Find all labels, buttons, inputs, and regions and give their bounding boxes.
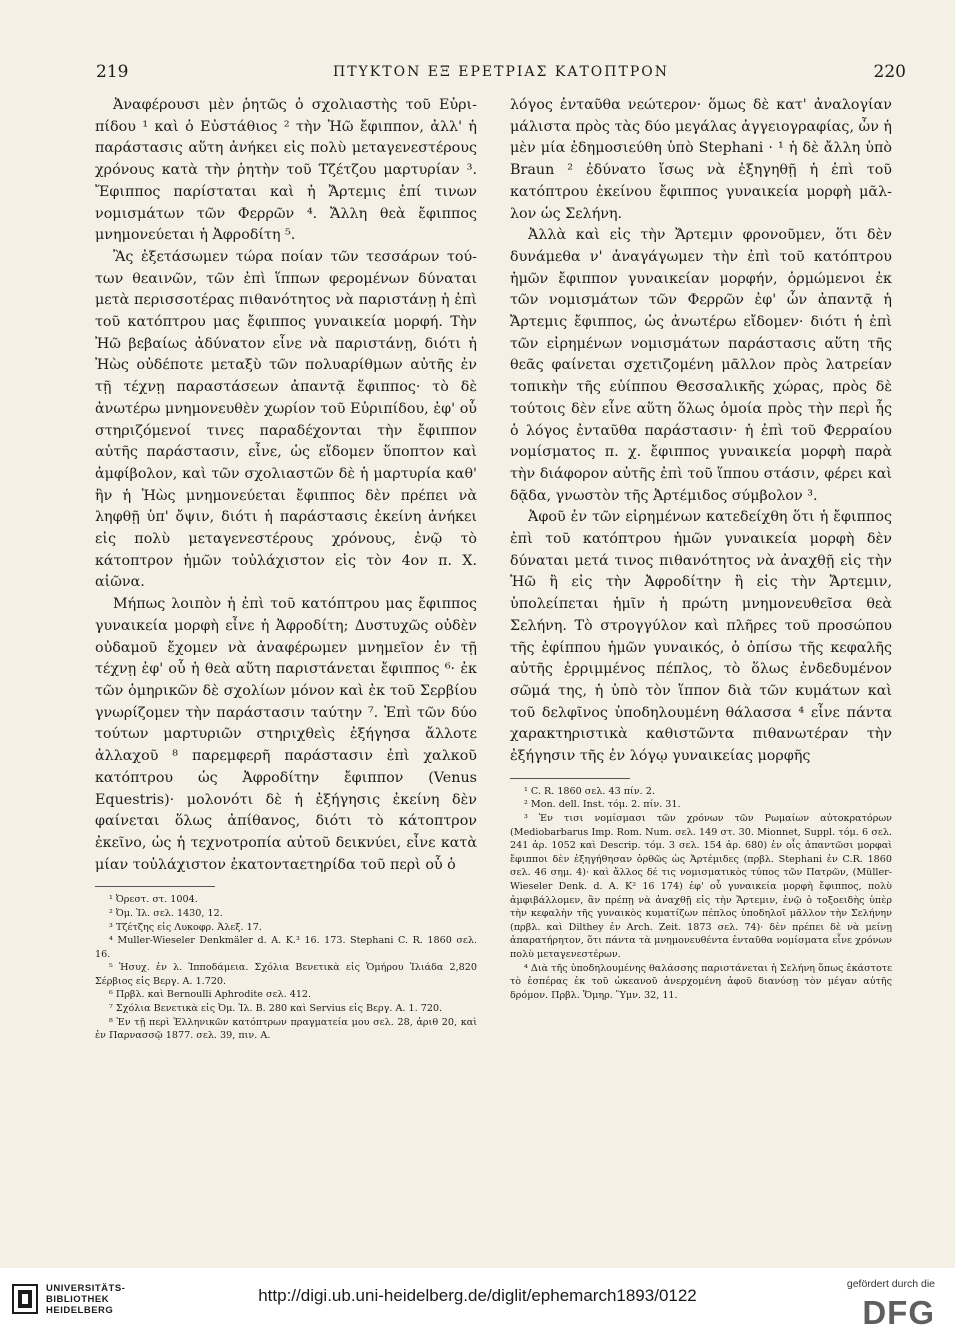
footnote: ⁵ Ἡσυχ. ἐν λ. Ἱπποδάμεια. Σχόλια Βενετικὰ εἰς Ὁμήρου Ἰλιάδα 2,820 Σέρβιος εἰς Βεργ. A. 1.720. — [95, 962, 477, 987]
permalink-url[interactable]: http://digi.ub.uni-heidelberg.de/diglit/ephemarch1893/0122 — [258, 1286, 697, 1305]
footnote: ⁴ Muller-Wieseler Denkmäler d. A. K.³ 16. 173. Stephani C. R. 1860 σελ. 16. — [95, 935, 477, 960]
page-number-left: 219 — [96, 62, 129, 82]
footnote-rule — [95, 886, 215, 887]
footnotes — [95, 893, 477, 1043]
footnote: ² Ὀμ. Ἰλ. σελ. 1430, 12. — [109, 907, 223, 919]
footnote-rule — [510, 778, 630, 779]
footnote: ⁸ Ἐν τῇ περὶ Ἑλληνικῶν κατόπτρων πραγματεία μου σελ. 28, ἀριθ 20, καὶ ἐν Παρνασσῷ 1877. σελ. 39, πιν. A. — [95, 1016, 477, 1042]
footnote: ³ Τζέτζης εἰς Λυκοφρ. Ἀλεξ. 17. — [109, 921, 262, 933]
running-header — [96, 62, 906, 86]
paragraph: Ἂς ἐξετάσωμεν τώρα ποίαν τῶν τεσσάρων τούτων θεαινῶν, τῶν ἐπὶ ἵππων φερομένων δύναται μετὰ περισσοτέρας πιθανότητος νὰ παριστάνῃ ἡ ἐπὶ τοῦ κατόπτρου μας ἔφιππος γυναικεία μορφή. Τὴν Ἠῶ βεβαίως ἀδύνατον εἶνε νὰ παριστάνῃ, διότι ἡ Ἠὼς οὐδέποτε μεταξὺ τῶν πολυαρίθμων αὐτῆς ἐν τῇ τέχνῃ παραστάσεων ἀπαντᾷ ἔφιππος· τὸ δὲ ἀνωτέρω μνημονευθὲν χωρίον τοῦ Εὐριπίδου, ἐφ' οὗ στηριζόμενοί τινες παραδέχονται τὴν ἔφιππον αὐτῆς παράστασιν, εἶνε, ὡς εἴδομεν ὕποπτον καὶ ἀμφίβολον, καὶ τῶν σχολιαστῶν δὲ ἡ μαρτυρία καθ' ἣν ἡ Ἠὼς μνημονεύεται ἔφιππος δὲν πρέπει νὰ ληφθῇ ὑπ' ὄψιν, διότι ἡ παράστασις ἐκείνη ἀνήκει εἰς πολὺ μεταγενεστέρους χρόνους, ἐνῷ τὸ κάτοπτρον ἡμῶν τοὐλάχιστον εἰς τὸν 4ον π. Χ. αἰῶνα. — [95, 248, 477, 591]
footnote: ⁴ Διὰ τῆς ὑποδηλουμένης θαλάσσης παριστάνεται ἡ Σελήνη ὅπως ἑκάστοτε τὸ ἑσπέρας ἐκ τοῦ ὠκεανοῦ ἀνερχομένη ἀφοῦ διανύσῃ τὸν μέγαν αὐτῆς δρόμον. Πρβλ. Ὅμηρ. Ὕμν. 32, 11. — [510, 962, 892, 1001]
running-title: ΠΤΥΚΤΟΝ ΕΞ ΕΡΕΤΡΙΑΣ ΚΑΤΟΠΤΡΟΝ — [333, 64, 669, 80]
right-column — [510, 95, 892, 1002]
page-number-right: 220 — [873, 62, 906, 82]
footnotes — [510, 785, 892, 1003]
footnote: ⁷ Σχόλια Βενετικὰ εἰς Ὀμ. Ἰλ. B. 280 καὶ Servius εἰς Βεργ. A. 1. 720. — [109, 1003, 443, 1015]
paragraph: Μήπως λοιπὸν ἡ ἐπὶ τοῦ κατόπτρου μας ἔφιππος γυναικεία μορφὴ εἶνε ἡ Ἀφροδίτη; Δυστυχῶς οὐδὲν οὐδαμοῦ ἔχομεν νὰ ἀναφέρωμεν μνημεῖον ἐν τῇ τέχνῃ ἐφ' οὗ ἡ θεὰ αὕτη παριστάνεται ἔφιππος ⁶· ἐκ τῶν ὁμηρικῶν δὲ σχολίων μόνον καὶ ἐκ τοῦ Σερβίου γνωρίζομεν τὴν παράστασιν ταύτην ⁷. Ἐπὶ τῶν δύο τούτων μαρτυριῶν στηριχθεὶς ἐξήγησα ἄλλοτε ἀλλαχοῦ ⁸ παρεμφερῆ παράστασιν ἐπὶ χαλκοῦ κατόπτρου ὡς Ἀφροδίτην ἔφιππον (Venus Equestris)· μολονότι δὲ ἡ ἐξήγησις ἐκείνη δὲν φαίνεται ὅλως ἀπίθανος, διότι τὸ κάτοπτρον ἐκεῖνο, ὡς ἡ τεχνοτροπία αὐτοῦ δεικνύει, εἶνε κατὰ μίαν τοὐλάχιστον ἑκατονταετηρίδα τοῦ περὶ οὗ ὁ — [95, 596, 477, 873]
paragraph: λόγος ἐνταῦθα νεώτερον· ὅμως δὲ κατ' ἀναλογίαν μάλιστα πρὸς τὰς δύο μεγάλας ἀγγειογραφίας, ὧν ἡ μὲν μία ἐδημοσιεύθη ὑπὸ Stephani · ¹ ἡ δὲ ἄλλη ὑπὸ Braun ² ἐδύνατο ἴσως νὰ ἐξηγηθῇ ἡ ἐπὶ τοῦ κατόπτρου ἐκείνου ἔφιππος γυναικεία μορφὴ μᾶλλον ὡς Σελήνη. — [510, 97, 892, 222]
footnote: ⁶ Πρβλ. καὶ Bernoulli Aphrodite σελ. 412. — [109, 989, 312, 1001]
footnote: ³ Ἐν τισι νομίσμασι τῶν χρόνων τῶν Ρωμαίων αὐτοκρατόρων (Mediobarbarus Imp. Rom. Num. σελ. 149 στ. 30. Mionnet, Suppl. τόμ. 6 σελ. 241 ἀρ. 1052 καὶ Descrip. τόμ. 3 σελ. 154 ἀρ. 680) ἐν οἷς ἀπαντῶσι μορφαὶ ἔφιπποι δὲν ἐξηγήθησαν ὀρθῶς ὡς Ἀρτέμιδες (πρβλ. Stephani ἐν C.R. 1860 σελ. 46 σημ. 4)· καὶ ἄλλος δέ τις νομισματικὸς τύπος τῶν Πατρῶν, (Müller-Wieseler Denk. d. A. K² 16 174) ἐφ' οὗ γυναικεία μορφὴ ἔφιππος, πολὺ ἀμφιβάλλομεν, ἂν πρέπῃ νὰ ἀναχθῇ εἰς τὴν Ἄρτεμιν, ἐνῷ ὁ τοξοειδὴς ὑπὲρ τὴν κεφαλὴν τῆς γυναικὸς κυματίζων πέπλος ὑποδηλοῖ μᾶλλον τὴν Σελήνην (πρβλ. καὶ Dilthey ἐν Arch. Zeit. 1873 σελ. 74)· δὲν πρέπει δὲ νὰ μείνῃ ἀπαρατήρητον, ὅτι πάντα τὰ μνημονευθέντα ἐνταῦθα νομίσματα εἶνε χρόνων πολὺ μεταγενεστέρων. — [510, 812, 892, 960]
dfg-logo: DFG — [862, 1294, 935, 1331]
left-column — [95, 95, 477, 1043]
viewer-footer — [0, 1268, 955, 1336]
footnote: ² Mon. dell. Inst. τόμ. 2. πίν. 31. — [524, 799, 681, 811]
paragraph: Ἀναφέρουσι μὲν ῥητῶς ὁ σχολιαστὴς τοῦ Εὐριπίδου ¹ καὶ ὁ Εὐστάθιος ² τὴν Ἠῶ ἔφιππον, ἀλλ' ἡ παράστασις αὕτη ἀνήκει εἰς πολὺ μεταγενεστέρους χρόνους κατὰ τὴν ῥητὴν τοῦ Τζέτζου μαρτυρίαν ³. Ἔφιππος παρίσταται καὶ ἡ Ἄρτεμις ἐπί τινων νομισμάτων τῶν Φερρῶν ⁴. Ἄλλη θεὰ ἔφιππος μνημονεύεται ἡ Ἀφροδίτη ⁵. — [95, 97, 477, 244]
paragraph: Ἀφοῦ ἐν τῶν εἰρημένων κατεδείχθη ὅτι ἡ ἔφιππος ἐπὶ τοῦ κατόπτρου ἡμῶν γυναικεία μορφὴ δὲν δύναται μετά τινος πιθανότητος νὰ ἀναχθῇ εἰς τὴν Ἠῶ ἢ εἰς τὴν Ἀφροδίτην ἢ εἰς τὴν Ἄρτεμιν, ὑπολείπεται ἡμῖν ἡ πρώτη μνημονευθεῖσα θεὰ Σελήνη. Τὸ στρογγύλον καὶ πλῆρες τοῦ προσώπου τῆς ἐφίππου ἡμῶν γυναικός, ὁ ὀπίσω τῆς κεφαλῆς αὐτῆς ἐρριμμένος πέπλος, τὸ ὅλως ἐνδεδυμένον σῶμά της, ἡ ὑπὸ τὸν ἵππον διὰ τῶν κυμάτων καὶ τοῦ δελφῖνος ὑποδηλουμένη θάλασσα ⁴ εἶνε πάντα χαρακτηριστικὰ καθιστῶντα πιθανωτέραν τὴν ἐξήγησιν τῆς ἐν λόγῳ γυναικείας μορφῆς — [510, 509, 892, 765]
footnote: ¹ Ὀρεστ. στ. 1004. — [109, 894, 198, 906]
footnote: ¹ C. R. 1860 σελ. 43 πίν. 2. — [524, 785, 655, 797]
paragraph: Ἀλλὰ καὶ εἰς τὴν Ἄρτεμιν φρονοῦμεν, ὅτι δὲν δυνάμεθα ν' ἀναγάγωμεν τὴν ἐπὶ τοῦ κατόπτρου ἡμῶν ἔφιππον γυναικείαν μορφήν, ὁρμώμενοι ἐκ τῶν νομισμάτων τῶν Φερρῶν ἐφ' ὧν ἀπαντᾷ ἡ Ἄρτεμις ἔφιππος, ὡς ἀνωτέρω εἴδομεν· διότι ἡ ἐπὶ τῶν εἰρημένων νομισμάτων παράστασις αὕτη τῆς θεᾶς φαίνεται σχετιζομένη μᾶλλον πρὸς λατρείαν τοπικὴν τῆς εὐίππου Θεσσαλικῆς χώρας, πρὸς δὲ τούτοις δὲν εἶνε αὕτη ὅλως ὁμοία πρὸς τὴν περὶ ἧς ὁ λόγος ἐνταῦθα παράστασιν· ἡ ἐπὶ τοῦ Φερραίου νομίσματος π. χ. ἔφιππος γυναικεία μορφὴ παρὰ τὴν διάφορον αὐτῆς ἐπὶ τοῦ ἵππου στάσιν, φέρει καὶ δᾷδα, γνωστὸν τῆς Ἀρτέμιδος σύμβολον ³. — [510, 227, 892, 504]
funding-caption: gefördert durch die — [846, 1278, 935, 1290]
library-name: UNIVERSITÄTS- BIBLIOTHEK HEIDELBERG — [46, 1283, 126, 1316]
